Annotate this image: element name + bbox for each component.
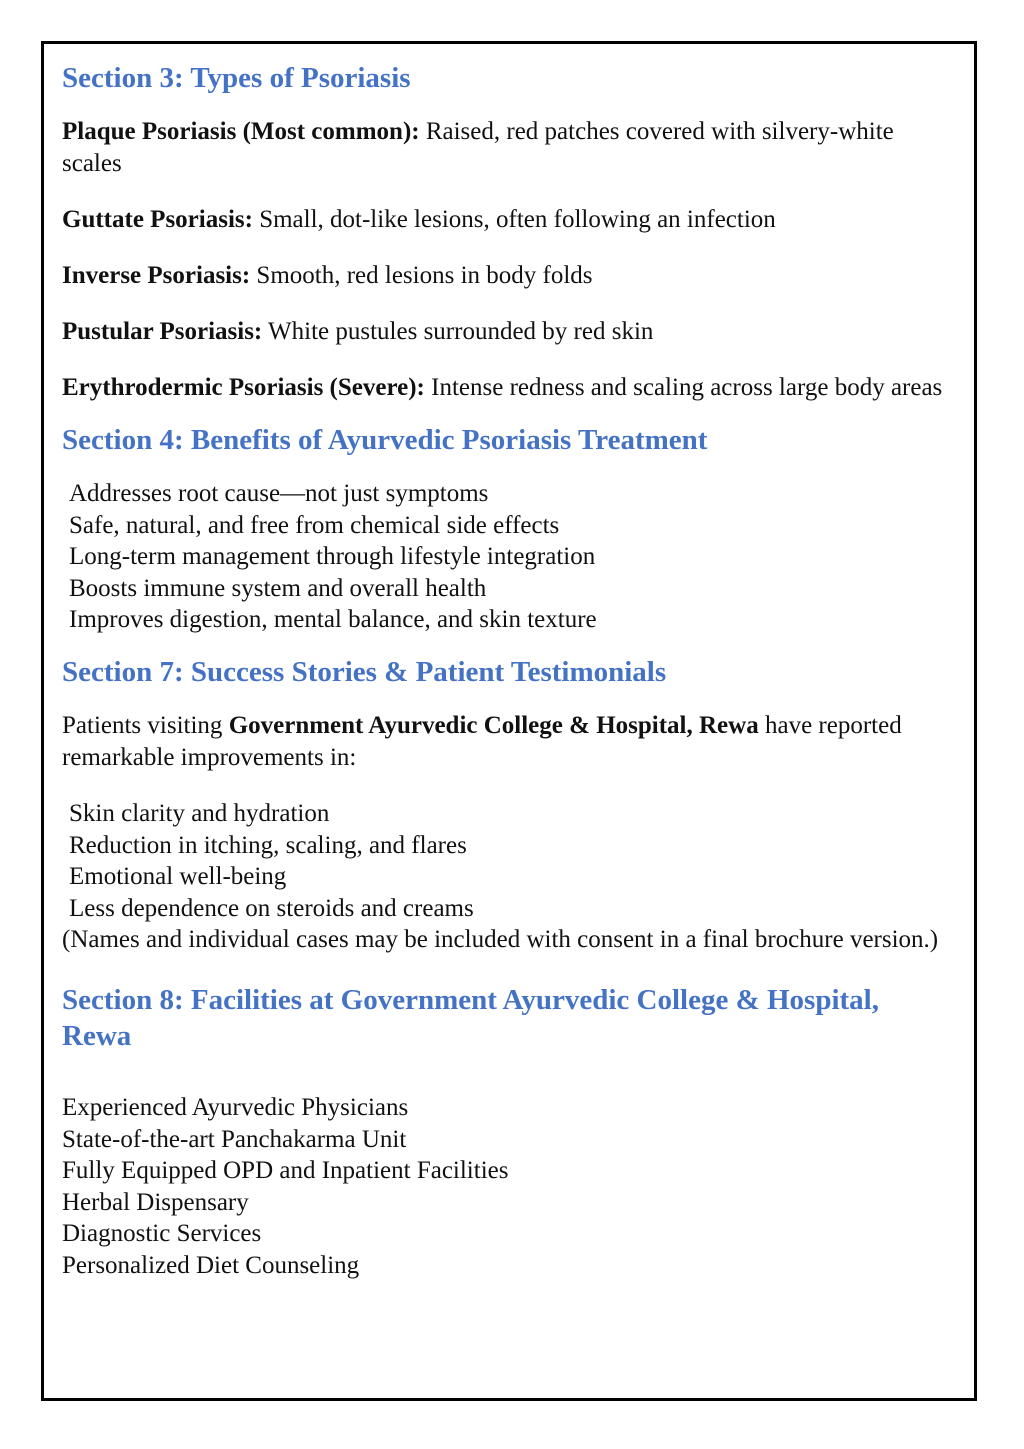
facilities-list	[62, 1092, 952, 1282]
type-desc: Small, dot-like lesions, often following an infection	[252, 206, 776, 233]
list-item: Less dependence on steroids and creams	[69, 894, 474, 922]
type-plaque	[62, 116, 952, 180]
list-item: Addresses root cause—not just symptoms	[69, 480, 489, 507]
type-desc: Smooth, red lesions in body folds	[250, 262, 593, 289]
list-item: Personalized Diet Counseling	[62, 1251, 360, 1279]
list-item: Long-term management through lifestyle integration	[69, 543, 596, 571]
consent-note: (Names and individual cases may be included with consent in a final brochure version.)	[62, 926, 939, 954]
intro-prefix: Patients visiting	[62, 711, 229, 739]
type-name: Plaque Psoriasis (Most common):	[62, 118, 420, 145]
list-item: Diagnostic Services	[62, 1220, 262, 1248]
type-name: Inverse Psoriasis:	[62, 262, 251, 289]
testimonials-intro	[62, 710, 952, 774]
section-4-heading: Section 4: Benefits of Ayurvedic Psoriasis Treatment	[62, 424, 708, 456]
section-7-heading: Section 7: Success Stories & Patient Testimonials	[62, 655, 667, 688]
intro-suffix: have reported remarkable improvements in:	[62, 711, 902, 771]
type-name: Pustular Psoriasis:	[62, 318, 263, 345]
type-name: Erythrodermic Psoriasis (Severe):	[62, 374, 425, 401]
outcomes-list	[62, 798, 952, 924]
type-guttate	[62, 204, 952, 236]
list-item: Experienced Ayurvedic Physicians	[62, 1093, 409, 1121]
benefits-list	[62, 478, 952, 636]
type-desc: Intense redness and scaling across large body areas	[424, 374, 943, 401]
type-inverse	[62, 260, 952, 292]
list-item: Improves digestion, mental balance, and skin texture	[69, 606, 597, 634]
list-item: Herbal Dispensary	[62, 1188, 249, 1216]
list-item: Emotional well-being	[69, 863, 287, 891]
document-content	[62, 60, 952, 1282]
type-desc: White pustules surrounded by red skin	[262, 318, 654, 345]
type-pustular	[62, 316, 952, 348]
list-item: Fully Equipped OPD and Inpatient Facilities	[62, 1157, 509, 1185]
type-erythrodermic	[62, 372, 952, 404]
type-name: Guttate Psoriasis:	[62, 206, 253, 233]
section-3-heading: Section 3: Types of Psoriasis	[62, 62, 411, 94]
list-item: Safe, natural, and free from chemical side effects	[69, 511, 560, 539]
hospital-name: Government Ayurvedic College & Hospital, Rewa	[228, 711, 759, 739]
list-item: Skin clarity and hydration	[69, 799, 330, 827]
section-8-heading: Section 8: Facilities at Government Ayurvedic College & Hospital, Rewa	[62, 983, 879, 1052]
list-item: Reduction in itching, scaling, and flares	[69, 831, 467, 859]
list-item: State-of-the-art Panchakarma Unit	[62, 1125, 407, 1153]
type-desc: Raised, red patches covered with silvery-white scales	[62, 118, 894, 177]
list-item: Boosts immune system and overall health	[69, 574, 487, 602]
